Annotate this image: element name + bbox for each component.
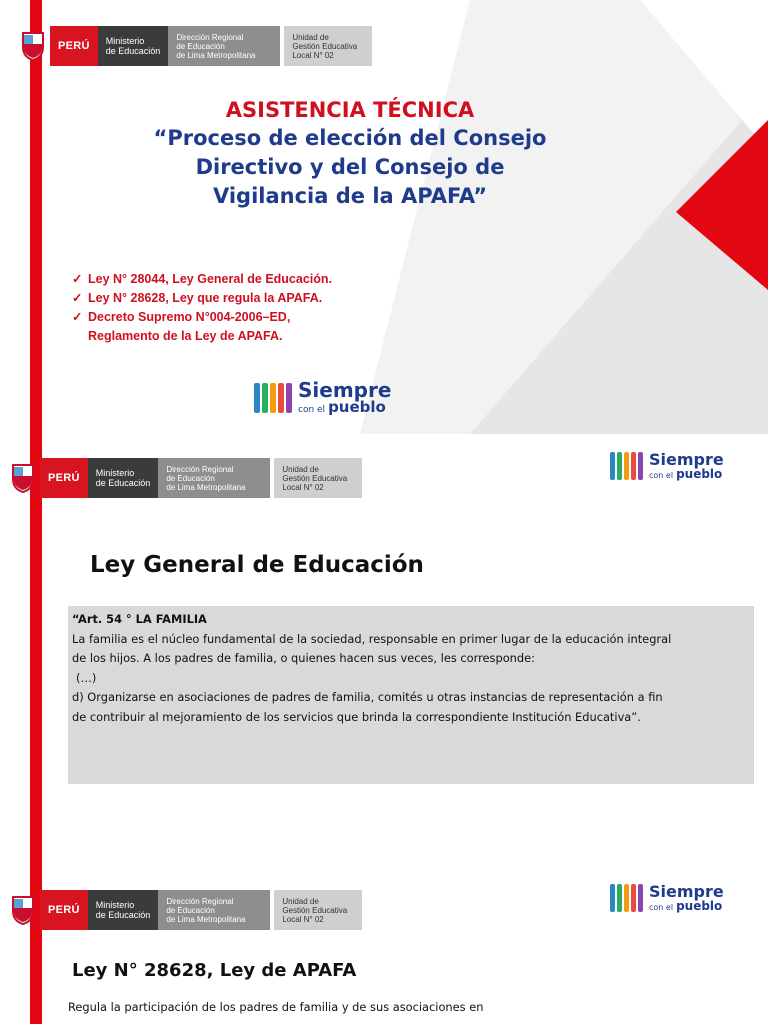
dre-line-3: de Lima Metropolitana — [176, 50, 256, 60]
siempre-bars-icon — [610, 884, 643, 912]
siempre-bars-icon — [610, 452, 643, 480]
law-text: Ley N° 28628, Ley que regula la APAFA. — [88, 291, 323, 305]
header-logo — [6, 458, 362, 498]
con-el-word: con el — [649, 903, 674, 912]
peru-shield-icon — [6, 458, 40, 498]
dre-line-1: Dirección Regional — [166, 464, 234, 474]
ugel-line-2: Gestión Educativa — [282, 473, 348, 483]
ugel-line-1: Unidad de — [292, 32, 329, 42]
ministerio-line-2: de Educación — [95, 910, 151, 920]
ugel-line-3: Local N° 02 — [282, 914, 324, 924]
ugel-line-1: Unidad de — [282, 896, 319, 906]
peru-label: PERÚ — [40, 890, 88, 930]
law-item-continued — [72, 327, 332, 346]
ugel-line-1: Unidad de — [282, 464, 319, 474]
ugel-label — [274, 890, 362, 930]
slide-title-block — [100, 96, 600, 211]
dre-label — [168, 26, 280, 66]
article-para1-line2: de los hijos. A los padres de familia, o quienes hacen sus veces, les corresponde: — [72, 651, 535, 665]
peru-shield-icon — [6, 890, 40, 930]
peru-label: PERÚ — [40, 458, 88, 498]
title-blue-line-1: “Proceso de elección del Consejo — [153, 126, 547, 150]
slide-title — [0, 0, 768, 434]
law-text: Reglamento de la Ley de APAFA. — [88, 329, 283, 343]
ministerio-line-2: de Educación — [105, 46, 161, 56]
law-item — [72, 289, 332, 308]
siempre-logo — [610, 452, 724, 480]
red-side-bar — [30, 434, 42, 868]
dre-label — [158, 458, 270, 498]
siempre-logo — [610, 884, 724, 912]
title-red: ASISTENCIA TÉCNICA — [225, 98, 475, 122]
dre-line-2: de Educación — [176, 41, 225, 51]
ugel-line-3: Local N° 02 — [282, 482, 324, 492]
check-icon: ✓ — [72, 291, 83, 305]
peru-label: PERÚ — [50, 26, 98, 66]
con-el-word: con el — [649, 471, 674, 480]
body-text-line-1: Regula la participación de los padres de familia y de sus asociaciones en — [68, 1000, 484, 1014]
article-title: “Art. 54 ° LA FAMILIA — [72, 612, 207, 626]
slide-ley-apafa — [0, 868, 768, 1024]
slide-heading: Ley N° 28628, Ley de APAFA — [72, 960, 357, 981]
law-item — [72, 270, 332, 289]
siempre-word: Siempre — [298, 378, 392, 402]
ugel-label — [274, 458, 362, 498]
dre-line-2: de Educación — [166, 905, 215, 915]
pueblo-word: pueblo — [676, 467, 723, 481]
slide-heading: Ley General de Educación — [90, 552, 424, 578]
ministerio-line-2: de Educación — [95, 478, 151, 488]
ministerio-line-1: Ministerio — [105, 36, 145, 46]
article-quote-box — [68, 606, 754, 784]
law-text: Decreto Supremo N°004-2006–ED, — [88, 310, 291, 324]
siempre-logo — [254, 380, 391, 415]
article-para2-line1: d) Organizarse en asociaciones de padres de familia, comités u otras instancias de representación a fin — [72, 690, 663, 704]
dre-label — [158, 890, 270, 930]
article-ellipsis: (…) — [76, 670, 97, 685]
header-logo — [16, 26, 372, 66]
ugel-label — [284, 26, 372, 66]
ugel-line-3: Local N° 02 — [292, 50, 334, 60]
laws-list — [72, 270, 332, 346]
siempre-bars-icon — [254, 383, 292, 413]
ministerio-label — [98, 26, 169, 66]
dre-line-3: de Lima Metropolitana — [166, 482, 246, 492]
ministerio-label — [88, 458, 159, 498]
dre-line-1: Dirección Regional — [176, 32, 244, 42]
ministerio-line-1: Ministerio — [95, 900, 135, 910]
header-logo — [6, 890, 362, 930]
slide-ley-general — [0, 434, 768, 868]
check-icon: ✓ — [72, 310, 83, 324]
pueblo-word: pueblo — [676, 899, 723, 913]
peru-shield-icon — [16, 26, 50, 66]
con-el-word: con el — [298, 405, 326, 415]
ugel-line-2: Gestión Educativa — [292, 41, 358, 51]
siempre-word: Siempre — [649, 450, 724, 469]
article-para2-line2: de contribuir al mejoramiento de los servicios que brinda la correspondiente Institución Educativa”. — [72, 709, 641, 724]
ministerio-line-1: Ministerio — [95, 468, 135, 478]
article-para1-line1: La familia es el núcleo fundamental de la sociedad, responsable en primer lugar de la educación integral — [72, 631, 672, 646]
check-icon: ✓ — [72, 272, 83, 286]
siempre-word: Siempre — [649, 882, 724, 901]
dre-line-3: de Lima Metropolitana — [166, 914, 246, 924]
ugel-line-2: Gestión Educativa — [282, 905, 348, 915]
pueblo-word: pueblo — [328, 398, 386, 416]
law-item — [72, 308, 332, 327]
dre-line-1: Dirección Regional — [166, 896, 234, 906]
ministerio-label — [88, 890, 159, 930]
title-blue-line-3: Vigilancia de la APAFA” — [212, 184, 488, 208]
dre-line-2: de Educación — [166, 473, 215, 483]
title-blue-line-2: Directivo y del Consejo de — [195, 155, 505, 179]
law-text: Ley N° 28044, Ley General de Educación. — [88, 272, 332, 286]
